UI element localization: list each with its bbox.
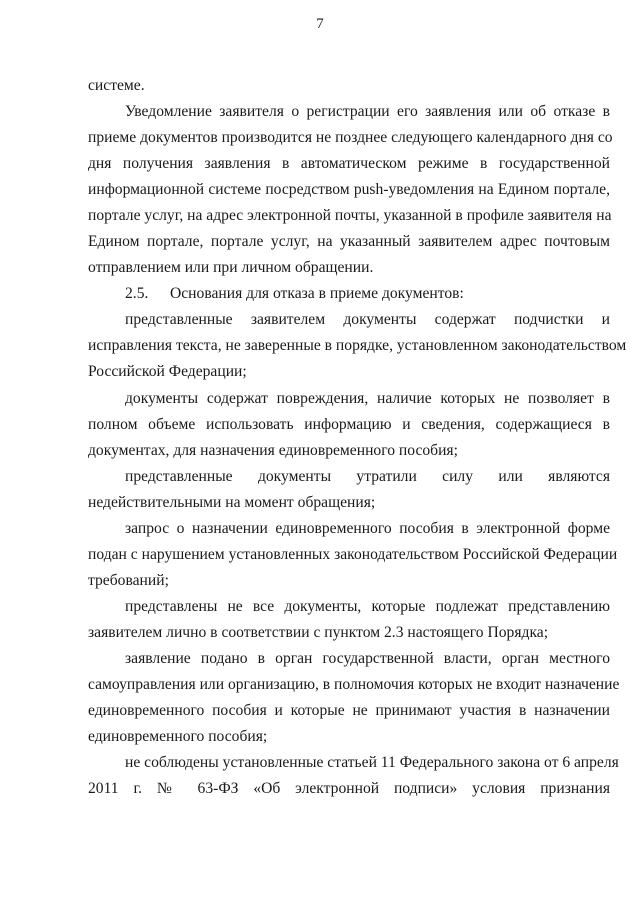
text-line: единовременного пособия и которые не принимают участия в назначении [88, 702, 610, 719]
text-line: 2011 г. № 63-ФЗ «Об электронной подписи» условия признания [88, 780, 610, 797]
text-line: представленные документы утратили силу или являются [125, 468, 610, 485]
text-line: недействительными на момент обращения; [88, 494, 376, 511]
text-line: Уведомление заявителя о регистрации его заявления или об отказе в [125, 103, 610, 120]
text-line: подан с нарушением установленных законодательством Российской Федерации [88, 546, 618, 563]
text-line: самоуправления или организацию, в полномочия которых не входит назначение [88, 676, 620, 693]
text-line: запрос о назначении единовременного пособия в электронной форме [125, 520, 610, 537]
text-line: представлены не все документы, которые подлежат представлению [125, 598, 610, 615]
text-line: представленные заявителем документы содержат подчистки и [125, 311, 610, 328]
text-line: отправлением или при личном обращении. [88, 259, 374, 276]
text-line: исправления текста, не заверенные в порядке, установленном законодательством [88, 337, 627, 354]
text-line: полном объеме использовать информацию и сведения, содержащиеся в [88, 416, 610, 433]
text-line: не соблюдены установленные статьей 11 Федерального закона от 6 апреля [125, 754, 619, 771]
text-line: дня получения заявления в автоматическом режиме в государственной [88, 155, 610, 172]
section-number: 2.5. [125, 285, 149, 302]
page-number: 7 [316, 16, 324, 32]
text-line: заявителем лично в соответствии с пунктом 2.3 настоящего Порядка; [88, 624, 549, 641]
text-line: единовременного пособия; [88, 728, 268, 745]
text-line: портале услуг, на адрес электронной почты, указанной в профиле заявителя на [88, 207, 612, 224]
section-heading [125, 284, 610, 304]
section-title: Основания для отказа в приеме документов: [170, 285, 464, 302]
text-line: Российской Федерации; [88, 363, 247, 380]
text-line: приеме документов производится не позднее следующего календарного дня со [88, 129, 613, 146]
text-line: Едином портале, портале услуг, на указанный заявителем адрес почтовым [88, 233, 610, 250]
text-line: заявление подано в орган государственной власти, орган местного [125, 650, 610, 667]
text-line: документы содержат повреждения, наличие которых не позволяет в [125, 390, 610, 407]
text-line: требований; [88, 572, 169, 589]
text-line: информационной системе посредством push-уведомления на Едином портале, [88, 181, 610, 198]
text-line: системе. [88, 77, 145, 94]
text-line: документах, для назначения единовременного пособия; [88, 442, 458, 459]
